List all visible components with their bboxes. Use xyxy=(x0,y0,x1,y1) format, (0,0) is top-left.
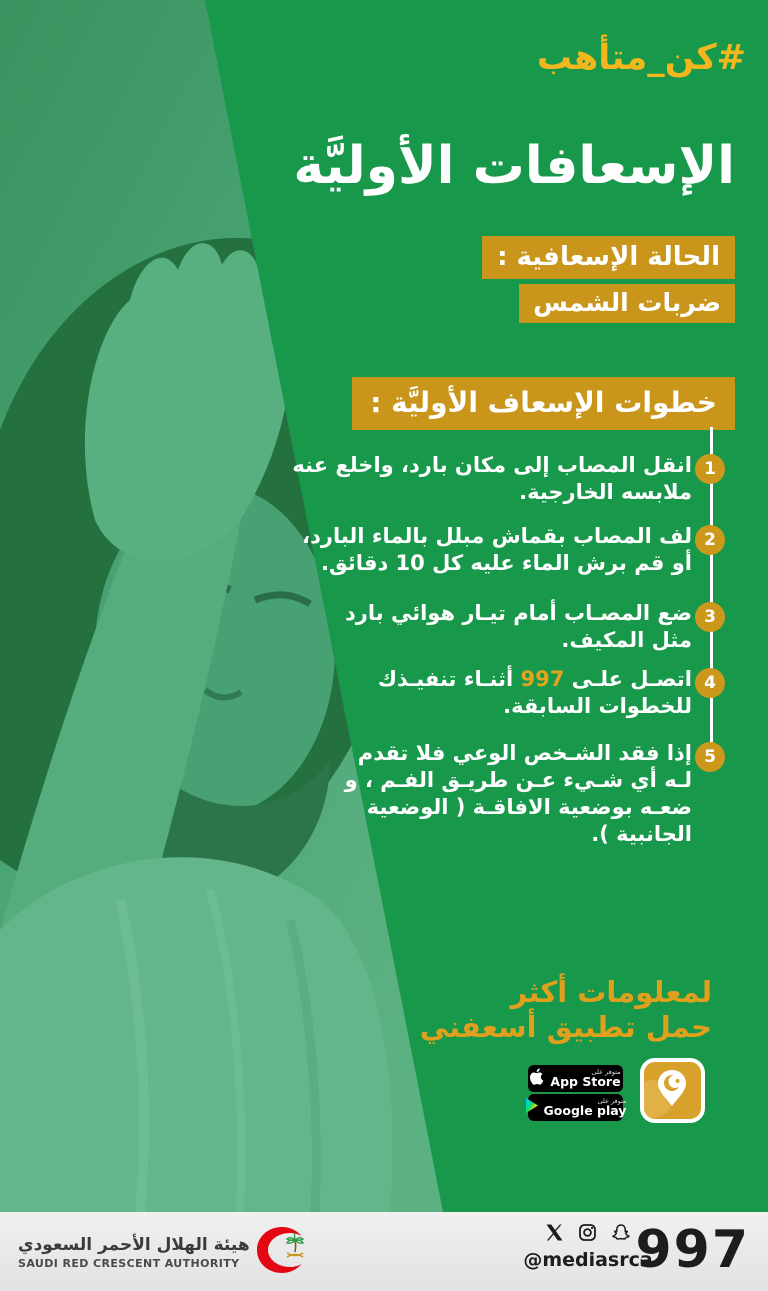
location-pin-icon xyxy=(644,1062,701,1119)
step-text: اتصـل علـى 997 أثنـاء تنفيـذك للخطوات السابقة. xyxy=(377,667,692,718)
step-text: انقل المصاب إلى مكان بارد، واخلع عنه ملابسه الخارجية. xyxy=(292,453,692,504)
social-block xyxy=(523,1224,653,1271)
snapchat-icon[interactable] xyxy=(612,1224,630,1245)
promo-text xyxy=(420,975,712,1045)
srca-logo-block xyxy=(18,1226,312,1278)
asefni-app-icon[interactable] xyxy=(640,1058,705,1123)
social-handle: @mediasrca xyxy=(523,1249,653,1271)
instagram-icon[interactable] xyxy=(579,1224,596,1245)
step-number-badge: 3 xyxy=(695,602,725,632)
step-item-3 xyxy=(345,600,716,654)
appstore-name-label: App Store xyxy=(550,1074,621,1089)
page-title: الإسعافات الأوليَّة xyxy=(293,136,735,196)
case-value-box: ضربات الشمس xyxy=(519,284,735,323)
step-text: إذا فقد الشـخص الوعي فلا تقدم لـه أي شـيء عـن طريـق الفـم ، و ضعـه بوضعية الافاقـة ( الوضعية الجانبية ). xyxy=(344,741,692,846)
step-text: لف المصاب بقماش مبلل بالماء البارد، أو قم برش الماء عليه كل 10 دقائق. xyxy=(302,524,692,575)
step-item-5 xyxy=(344,740,716,848)
org-name-arabic: هيئة الهلال الأحمر السعودي xyxy=(18,1234,250,1255)
google-play-badge[interactable] xyxy=(528,1094,627,1121)
step-item-1 xyxy=(292,452,716,506)
emergency-number-inline: 997 xyxy=(520,667,565,691)
steps-heading-box: خطوات الإسعاف الأوليَّة : xyxy=(352,377,735,430)
googleplay-name-label: Google play xyxy=(543,1103,627,1118)
step-text: ضع المصـاب أمام تيـار هوائي بارد مثل المكيف. xyxy=(345,601,692,652)
apple-icon xyxy=(530,1068,545,1089)
step-item-4 xyxy=(377,666,716,720)
promo-line2: حمل تطبيق أسعفني xyxy=(419,1010,712,1044)
step-number-badge: 4 xyxy=(695,668,725,698)
emergency-number: 997 xyxy=(635,1220,750,1280)
step-number-badge: 2 xyxy=(695,525,725,555)
case-label-box: الحالة الإسعافية : xyxy=(482,236,735,279)
step-item-2 xyxy=(302,523,716,577)
promo-line1: لمعلومات أكثر xyxy=(510,975,712,1009)
footer-bar xyxy=(0,1212,768,1291)
app-store-badge[interactable] xyxy=(528,1065,623,1092)
google-play-icon xyxy=(525,1098,539,1117)
step-number-badge: 1 xyxy=(695,454,725,484)
hashtag-be-prepared: #كن_متأهب xyxy=(536,38,746,78)
red-crescent-logo-icon xyxy=(256,1226,312,1278)
appstore-pre-label: متوفر على xyxy=(591,1067,621,1076)
step-number-badge: 5 xyxy=(695,742,725,772)
googleplay-pre-label: متوفر على xyxy=(597,1096,627,1105)
x-twitter-icon[interactable] xyxy=(546,1224,563,1245)
org-name-english: SAUDI RED CRESCENT AUTHORITY xyxy=(18,1256,240,1270)
